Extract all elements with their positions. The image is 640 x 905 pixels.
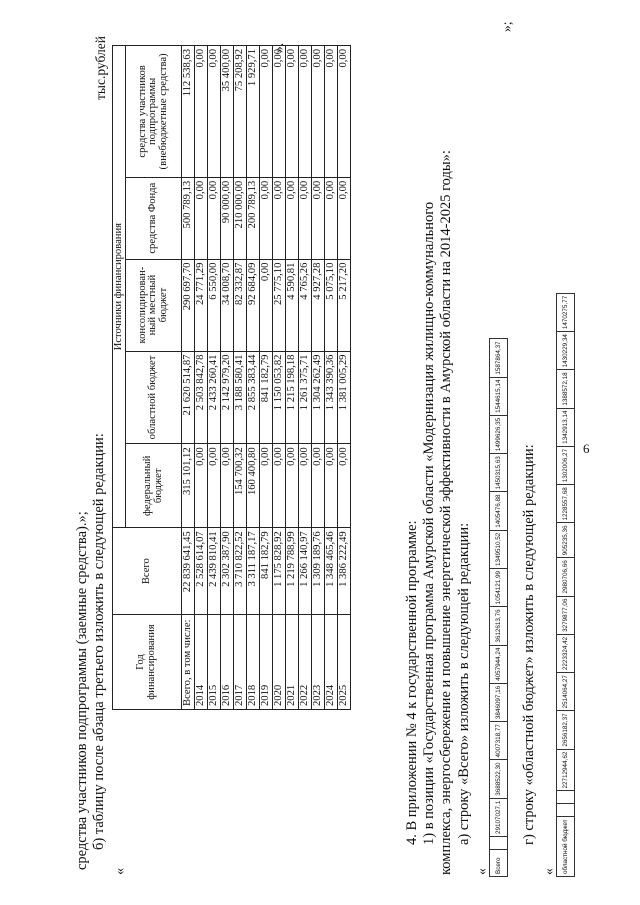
- value-cell: 1499626,35: [490, 415, 508, 453]
- value-cell: 315 101,12: [182, 444, 195, 528]
- value-cell: 22 839 641,45: [182, 528, 195, 615]
- value-cell: 4 590,81: [286, 259, 299, 351]
- value-cell: 0,00: [325, 46, 338, 178]
- value-cell: 0,00: [208, 177, 221, 259]
- year-cell: 2022: [299, 615, 312, 710]
- value-cell: 0,00: [260, 444, 273, 528]
- value-cell: 2223324,42: [557, 634, 575, 672]
- value-cell: 24 771,29: [195, 259, 208, 351]
- header-year: Год финансирования: [113, 615, 182, 710]
- value-cell: 4057944,24: [490, 645, 508, 683]
- value-cell: 0,00: [286, 46, 299, 178]
- year-cell: 2021: [286, 615, 299, 710]
- value-cell: 1 381 005,29: [338, 351, 351, 444]
- paragraph-a: а) строку «Всего» изложить в следующей редакции:: [456, 522, 472, 845]
- value-cell: 3 710 822,52: [234, 528, 247, 615]
- value-cell: 90 000,00: [221, 177, 234, 259]
- value-cell: 6 550,00: [208, 259, 221, 351]
- value-cell: 1 215 198,18: [286, 351, 299, 444]
- value-cell: 1450315,63: [490, 454, 508, 492]
- table-row: [195, 46, 208, 710]
- value-cell: 3 311 187,17: [247, 528, 260, 615]
- section-title: 4. В приложении № 4 к государственной программе:: [404, 520, 420, 845]
- year-cell: 2018: [247, 615, 260, 710]
- table-row: [312, 46, 325, 710]
- header-regional: областной бюджет: [126, 351, 182, 444]
- open-quote-2: «: [474, 868, 489, 875]
- value-cell: [557, 791, 575, 804]
- value-cell: 1430229,34: [557, 332, 575, 370]
- value-cell: 112 538,63: [182, 46, 195, 178]
- value-cell: 0,00: [208, 46, 221, 178]
- open-quote-3: «: [541, 868, 556, 875]
- value-cell: 5 075,10: [325, 259, 338, 351]
- value-cell: 1302006,27: [557, 446, 575, 484]
- table-row: [260, 46, 273, 710]
- value-cell: 500 789,13: [182, 177, 195, 259]
- value-cell: 4 927,28: [312, 259, 325, 351]
- table-row: [490, 339, 508, 877]
- value-cell: 1 386 222,49: [338, 528, 351, 615]
- value-cell: 1388572,18: [557, 370, 575, 408]
- value-cell: 0,00: [195, 444, 208, 528]
- close-quote-2: »;: [499, 21, 514, 32]
- value-cell: 1 261 375,71: [299, 351, 312, 444]
- value-cell: 0,00: [195, 46, 208, 178]
- value-cell: 92 684,09: [247, 259, 260, 351]
- value-cell: 3612613,76: [490, 607, 508, 645]
- regional-row-table: [556, 293, 575, 877]
- value-cell: 0,00: [195, 177, 208, 259]
- value-cell: 0,00: [312, 177, 325, 259]
- text-line-b: б) таблицу после абзаца третьего изложить в следующей редакции:: [91, 433, 107, 850]
- header-fund: средства Фонда: [126, 177, 182, 259]
- table-row: [208, 46, 221, 710]
- year-cell: 2019: [260, 615, 273, 710]
- value-cell: 0,00: [260, 259, 273, 351]
- value-cell: 2514064,27: [557, 673, 575, 711]
- value-cell: 1 219 788,99: [286, 528, 299, 615]
- year-cell: 2015: [208, 615, 221, 710]
- year-cell: 2023: [312, 615, 325, 710]
- value-cell: 0,00: [273, 177, 286, 259]
- table-row: [299, 46, 312, 710]
- year-cell: 2014: [195, 615, 208, 710]
- value-cell: 0,00: [208, 444, 221, 528]
- value-cell: 2 302 387,90: [221, 528, 234, 615]
- value-cell: 290 697,70: [182, 259, 195, 351]
- paragraph-1-line-2: комплекса, энергосбережение и повышение энергетической эффективности в Амурской области на 2014-2025 годы»:: [438, 150, 454, 875]
- open-quote: «: [112, 867, 128, 875]
- value-cell: 841 182,79: [260, 351, 273, 444]
- value-cell: 0,00: [260, 177, 273, 259]
- total-row-table: [489, 338, 508, 877]
- value-cell: 29107027,1: [490, 798, 508, 836]
- value-cell: 3 188 580,41: [234, 351, 247, 444]
- value-cell: 4007318,77: [490, 722, 508, 760]
- value-cell: 1544615,14: [490, 377, 508, 415]
- table-row: [182, 46, 195, 710]
- unit-label: тыс.рублей: [93, 36, 108, 100]
- table-body: [182, 46, 351, 710]
- value-cell: 3688522,30: [490, 760, 508, 798]
- value-cell: 1470275,77: [557, 293, 575, 331]
- value-cell: 4 765,26: [299, 259, 312, 351]
- page-number: 6: [583, 441, 590, 456]
- value-cell: 1342913,14: [557, 408, 575, 446]
- value-cell: 2 439 810,41: [208, 528, 221, 615]
- year-cell: 2017: [234, 615, 247, 710]
- value-cell: 0,00: [338, 177, 351, 259]
- value-cell: 1 150 053,82: [273, 351, 286, 444]
- value-cell: 1 929,71: [247, 46, 260, 178]
- value-cell: 0,00: [338, 46, 351, 178]
- value-cell: 0,00: [260, 46, 273, 178]
- table-row: [273, 46, 286, 710]
- row-label: Всего: [490, 850, 508, 877]
- value-cell: 0,00: [299, 177, 312, 259]
- value-cell: 0,00: [221, 444, 234, 528]
- value-cell: 1 304 262,49: [312, 351, 325, 444]
- value-cell: 1 343 390,36: [325, 351, 338, 444]
- value-cell: 75 208,92: [234, 46, 247, 178]
- table-row: [221, 46, 234, 710]
- header-participants: средства участников подпрограммы (внебюджетные средства): [126, 46, 182, 178]
- value-cell: 82 332,87: [234, 259, 247, 351]
- value-cell: 35 400,00: [221, 46, 234, 178]
- value-cell: 2 503 842,78: [195, 351, 208, 444]
- year-cell: 2025: [338, 615, 351, 710]
- value-cell: 210 000,00: [234, 177, 247, 259]
- table-row: [234, 46, 247, 710]
- header-sources: Источники финансирования: [113, 46, 126, 528]
- value-cell: 2656182,37: [557, 711, 575, 749]
- value-cell: 34 008,70: [221, 259, 234, 351]
- value-cell: 0,00: [312, 444, 325, 528]
- value-cell: 0,00: [273, 444, 286, 528]
- year-cell: 2024: [325, 615, 338, 710]
- value-cell: 2 855 383,44: [247, 351, 260, 444]
- value-cell: 154 700,32: [234, 444, 247, 528]
- value-cell: 1228557,68: [557, 485, 575, 523]
- value-cell: 22712944,62: [557, 749, 575, 791]
- header-local: консолидирован- ный местный бюджет: [126, 259, 182, 351]
- year-cell: Всего, в том числе:: [182, 615, 195, 710]
- value-cell: 1349510,52: [490, 530, 508, 568]
- value-cell: 2 528 614,07: [195, 528, 208, 615]
- financing-table: [112, 42, 351, 710]
- table-row: [286, 46, 299, 710]
- value-cell: 0,00: [338, 444, 351, 528]
- value-cell: 1 309 189,76: [312, 528, 325, 615]
- value-cell: 0,00: [299, 444, 312, 528]
- value-cell: 25 775,10: [273, 259, 286, 351]
- value-cell: 3279877,06: [557, 596, 575, 634]
- value-cell: 5 217,20: [338, 259, 351, 351]
- value-cell: 0,00: [286, 177, 299, 259]
- value-cell: [490, 837, 508, 850]
- value-cell: 841 182,79: [260, 528, 273, 615]
- value-cell: [557, 804, 575, 817]
- value-cell: 160 400,80: [247, 444, 260, 528]
- value-cell: 1405476,88: [490, 492, 508, 530]
- close-quote-1: ».: [271, 42, 286, 53]
- value-cell: 0,00: [273, 46, 286, 178]
- value-cell: 0,00: [286, 444, 299, 528]
- table-row: [338, 46, 351, 710]
- table-row: [325, 46, 338, 710]
- text-line-a: средства участников подпрограммы (заемные средства).»;: [74, 511, 90, 870]
- value-cell: 1587864,37: [490, 339, 508, 377]
- year-cell: 2020: [273, 615, 286, 710]
- value-cell: 905235,36: [557, 523, 575, 558]
- value-cell: 0,00: [325, 444, 338, 528]
- row-label: областной бюджет: [557, 817, 575, 877]
- value-cell: 200 789,13: [247, 177, 260, 259]
- value-cell: 3846097,16: [490, 683, 508, 721]
- value-cell: 2 142 979,20: [221, 351, 234, 444]
- header-total: Всего: [113, 528, 182, 615]
- value-cell: 0,00: [312, 46, 325, 178]
- header-federal: федеральный бюджет: [126, 444, 182, 528]
- value-cell: 0,00: [299, 46, 312, 178]
- table-row: [247, 46, 260, 710]
- paragraph-1-line-1: 1) в позиции «Государственная программа Амурской области «Модернизация жилищно-коммунального: [421, 201, 437, 845]
- year-cell: 2016: [221, 615, 234, 710]
- value-cell: 1 175 828,92: [273, 528, 286, 615]
- table-row: [557, 293, 575, 876]
- value-cell: 2980706,66: [557, 558, 575, 596]
- value-cell: 1054121,99: [490, 569, 508, 607]
- value-cell: 1 348 465,46: [325, 528, 338, 615]
- value-cell: 2 433 260,41: [208, 351, 221, 444]
- value-cell: 0,00: [325, 177, 338, 259]
- value-cell: 21 620 514,87: [182, 351, 195, 444]
- paragraph-g: г) строку «областной бюджет» изложить в следующей редакции:: [521, 444, 537, 845]
- value-cell: 1 266 140,97: [299, 528, 312, 615]
